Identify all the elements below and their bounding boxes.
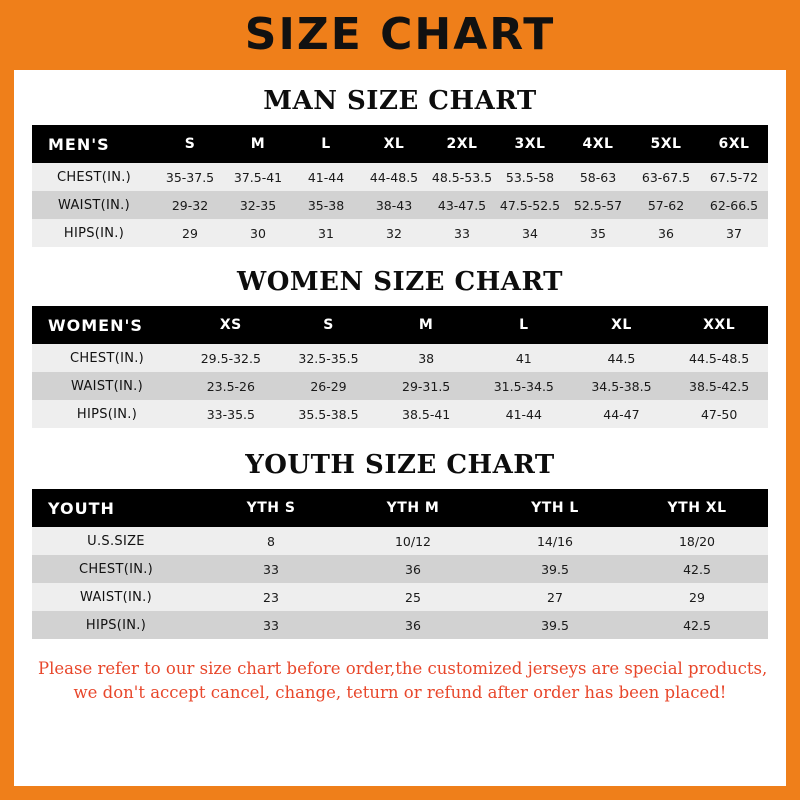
table-cell: 44.5-48.5 bbox=[670, 344, 768, 372]
table-cell: 18/20 bbox=[626, 527, 768, 555]
column-header: YTH XL bbox=[626, 489, 768, 527]
table-cell: 38.5-41 bbox=[377, 400, 475, 428]
table-cell: 29 bbox=[626, 583, 768, 611]
youth-table-head bbox=[32, 489, 768, 527]
table-row bbox=[32, 344, 768, 372]
table-cell: 32-35 bbox=[224, 191, 292, 219]
table-cell: 32.5-35.5 bbox=[280, 344, 378, 372]
table-cell: 34 bbox=[496, 219, 564, 247]
youth-table-body bbox=[32, 527, 768, 639]
row-header: HIPS(IN.) bbox=[32, 219, 156, 247]
man-section-title: MAN SIZE CHART bbox=[263, 86, 537, 116]
column-header: 4XL bbox=[564, 125, 632, 163]
table-cell: 63-67.5 bbox=[632, 163, 700, 191]
table-cell: 67.5-72 bbox=[700, 163, 768, 191]
row-header: WAIST(IN.) bbox=[32, 583, 200, 611]
table-cell: 29-31.5 bbox=[377, 372, 475, 400]
table-cell: 52.5-57 bbox=[564, 191, 632, 219]
table-cell: 35.5-38.5 bbox=[280, 400, 378, 428]
column-header: XL bbox=[360, 125, 428, 163]
header-bar bbox=[0, 0, 800, 70]
row-header: WAIST(IN.) bbox=[32, 191, 156, 219]
table-cell: 14/16 bbox=[484, 527, 626, 555]
row-header: CHEST(IN.) bbox=[32, 163, 156, 191]
table-cell: 35-37.5 bbox=[156, 163, 224, 191]
men-header-row bbox=[32, 125, 768, 163]
table-cell: 62-66.5 bbox=[700, 191, 768, 219]
women-size-table bbox=[32, 306, 768, 428]
table-cell: 36 bbox=[632, 219, 700, 247]
table-cell: 36 bbox=[342, 611, 484, 639]
column-header: L bbox=[475, 306, 573, 344]
table-row bbox=[32, 400, 768, 428]
youth-header-row bbox=[32, 489, 768, 527]
table-cell: 44-48.5 bbox=[360, 163, 428, 191]
table-cell: 35-38 bbox=[292, 191, 360, 219]
table-cell: 38-43 bbox=[360, 191, 428, 219]
row-header: WAIST(IN.) bbox=[32, 372, 182, 400]
table-cell: 30 bbox=[224, 219, 292, 247]
table-cell: 32 bbox=[360, 219, 428, 247]
table-cell: 33 bbox=[428, 219, 496, 247]
table-cell: 38.5-42.5 bbox=[670, 372, 768, 400]
row-header: CHEST(IN.) bbox=[32, 555, 200, 583]
table-cell: 26-29 bbox=[280, 372, 378, 400]
table-cell: 41-44 bbox=[475, 400, 573, 428]
table-row bbox=[32, 163, 768, 191]
row-header: U.S.SIZE bbox=[32, 527, 200, 555]
table-cell: 43-47.5 bbox=[428, 191, 496, 219]
table-cell: 33 bbox=[200, 555, 342, 583]
table-cell: 41-44 bbox=[292, 163, 360, 191]
women-header-row bbox=[32, 306, 768, 344]
column-header: L bbox=[292, 125, 360, 163]
women-section-title: WOMEN SIZE CHART bbox=[237, 267, 563, 297]
table-cell: 33-35.5 bbox=[182, 400, 280, 428]
table-cell: 39.5 bbox=[484, 611, 626, 639]
table-cell: 25 bbox=[342, 583, 484, 611]
women-table-body bbox=[32, 344, 768, 428]
table-cell: 37.5-41 bbox=[224, 163, 292, 191]
bottom-accent-bar bbox=[0, 786, 800, 800]
column-header: S bbox=[156, 125, 224, 163]
table-cell: 42.5 bbox=[626, 555, 768, 583]
table-row bbox=[32, 583, 768, 611]
footer-note bbox=[32, 657, 768, 705]
table-cell: 38 bbox=[377, 344, 475, 372]
table-cell: 44.5 bbox=[573, 344, 671, 372]
table-cell: 37 bbox=[700, 219, 768, 247]
table-cell: 44-47 bbox=[573, 400, 671, 428]
table-cell: 31.5-34.5 bbox=[475, 372, 573, 400]
table-cell: 48.5-53.5 bbox=[428, 163, 496, 191]
table-cell: 42.5 bbox=[626, 611, 768, 639]
column-header: XS bbox=[182, 306, 280, 344]
table-corner-header: YOUTH bbox=[32, 489, 200, 527]
table-row bbox=[32, 372, 768, 400]
column-header: YTH L bbox=[484, 489, 626, 527]
women-table-head bbox=[32, 306, 768, 344]
table-cell: 36 bbox=[342, 555, 484, 583]
men-size-table bbox=[32, 125, 768, 247]
table-row bbox=[32, 219, 768, 247]
column-header: S bbox=[280, 306, 378, 344]
table-row bbox=[32, 527, 768, 555]
table-cell: 33 bbox=[200, 611, 342, 639]
table-cell: 58-63 bbox=[564, 163, 632, 191]
table-cell: 29-32 bbox=[156, 191, 224, 219]
table-corner-header: MEN'S bbox=[32, 125, 156, 163]
column-header: XXL bbox=[670, 306, 768, 344]
table-cell: 47.5-52.5 bbox=[496, 191, 564, 219]
table-cell: 23.5-26 bbox=[182, 372, 280, 400]
table-cell: 10/12 bbox=[342, 527, 484, 555]
table-cell: 31 bbox=[292, 219, 360, 247]
table-cell: 23 bbox=[200, 583, 342, 611]
youth-section-title: YOUTH SIZE CHART bbox=[245, 450, 555, 480]
footer-note-line-2: we don't accept cancel, change, teturn or refund after order has been placed! bbox=[73, 682, 727, 702]
table-cell: 29 bbox=[156, 219, 224, 247]
column-header: M bbox=[377, 306, 475, 344]
column-header: YTH M bbox=[342, 489, 484, 527]
page-title: SIZE CHART bbox=[244, 9, 556, 60]
table-cell: 8 bbox=[200, 527, 342, 555]
table-cell: 34.5-38.5 bbox=[573, 372, 671, 400]
table-cell: 47-50 bbox=[670, 400, 768, 428]
column-header: 5XL bbox=[632, 125, 700, 163]
row-header: CHEST(IN.) bbox=[32, 344, 182, 372]
column-header: 2XL bbox=[428, 125, 496, 163]
column-header: M bbox=[224, 125, 292, 163]
youth-size-table bbox=[32, 489, 768, 639]
table-cell: 57-62 bbox=[632, 191, 700, 219]
row-header: HIPS(IN.) bbox=[32, 400, 182, 428]
column-header: 6XL bbox=[700, 125, 768, 163]
table-row bbox=[32, 191, 768, 219]
table-cell: 35 bbox=[564, 219, 632, 247]
table-corner-header: WOMEN'S bbox=[32, 306, 182, 344]
table-row bbox=[32, 611, 768, 639]
men-table-body bbox=[32, 163, 768, 247]
footer-note-line-1: Please refer to our size chart before order,the customized jerseys are special products, bbox=[38, 659, 768, 678]
content-area bbox=[14, 86, 786, 705]
column-header: YTH S bbox=[200, 489, 342, 527]
row-header: HIPS(IN.) bbox=[32, 611, 200, 639]
table-cell: 27 bbox=[484, 583, 626, 611]
table-cell: 41 bbox=[475, 344, 573, 372]
column-header: 3XL bbox=[496, 125, 564, 163]
table-row bbox=[32, 555, 768, 583]
table-cell: 53.5-58 bbox=[496, 163, 564, 191]
table-cell: 39.5 bbox=[484, 555, 626, 583]
table-cell: 29.5-32.5 bbox=[182, 344, 280, 372]
column-header: XL bbox=[573, 306, 671, 344]
men-table-head bbox=[32, 125, 768, 163]
